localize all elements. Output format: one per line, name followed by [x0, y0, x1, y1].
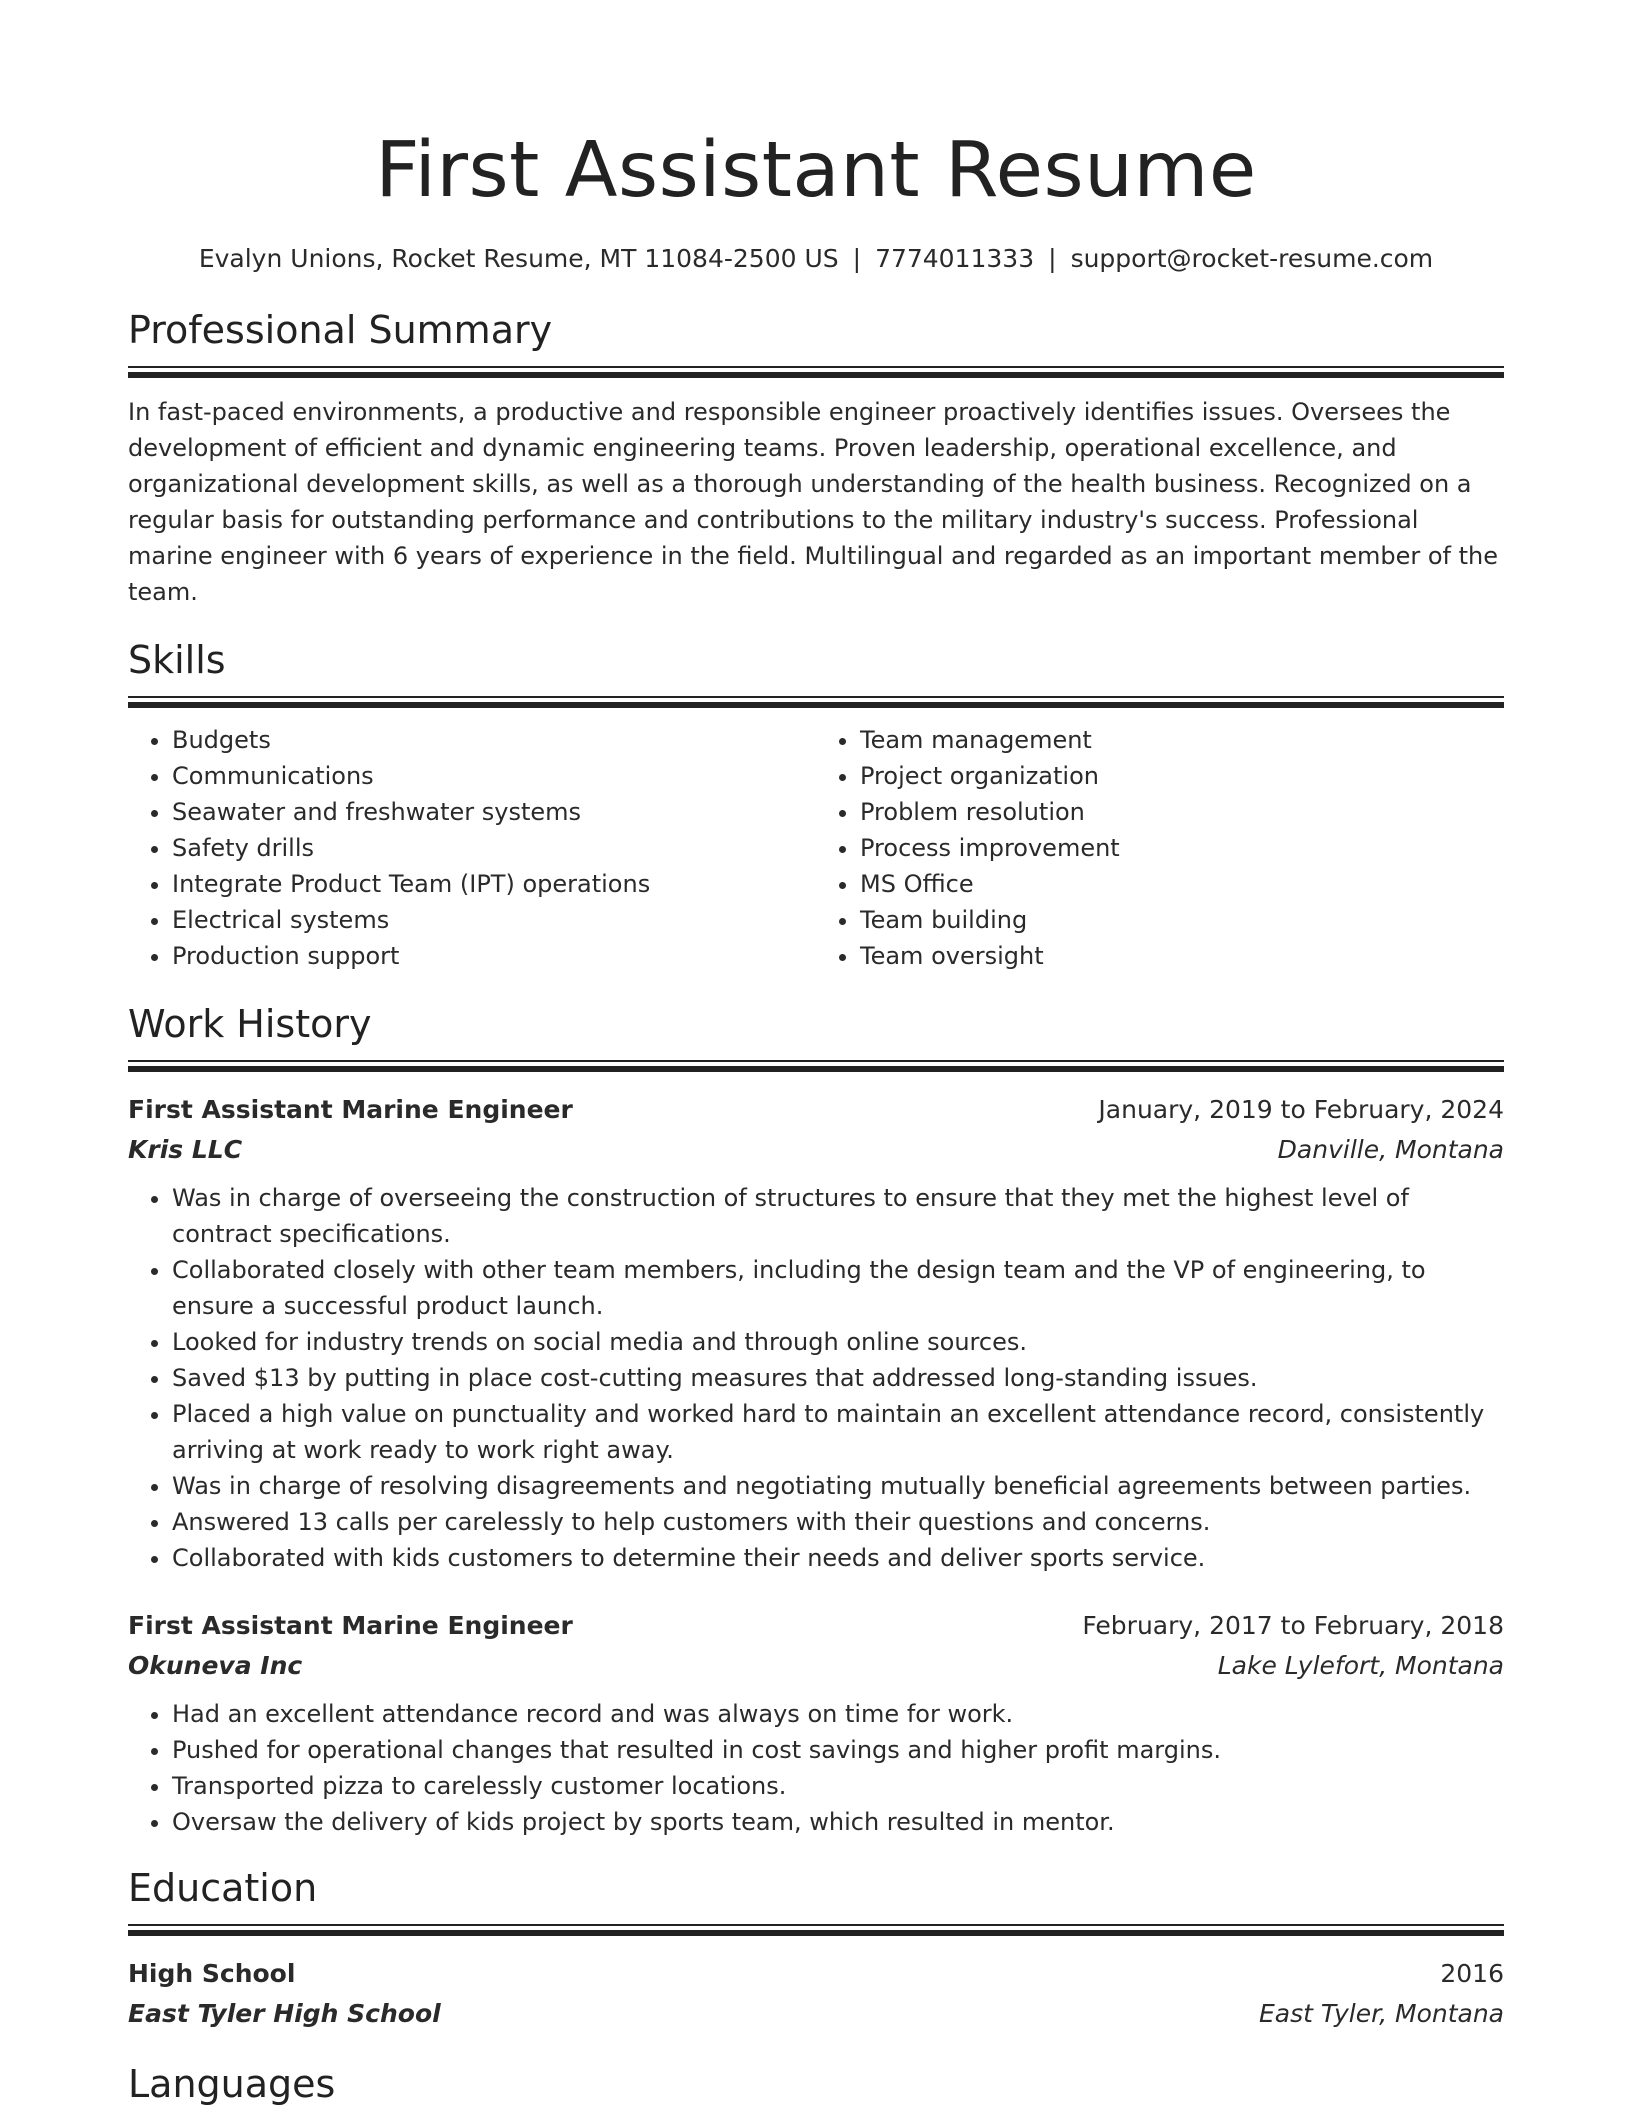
education-entry [128, 1954, 1504, 2034]
section-heading-work: Work History [128, 1002, 372, 1046]
job-company-row [128, 1130, 1504, 1170]
contact-phone: 7774011333 [875, 244, 1035, 273]
job-bullet: • Transported pizza to carelessly customer locations. [172, 1768, 1504, 1804]
job-bullet: • Placed a high value on punctuality and worked hard to maintain an excellent attendance record, consistently arriving at work ready to work right away. [172, 1396, 1504, 1468]
education-school-row [128, 1994, 1504, 2034]
section-divider [128, 1924, 1504, 1936]
skill-item: • Team oversight [860, 938, 1504, 974]
job-bullet: • Collaborated with kids customers to determine their needs and deliver sports service. [172, 1540, 1504, 1576]
section-heading-skills: Skills [128, 638, 226, 682]
skill-item: • Team building [860, 902, 1504, 938]
skill-item: • Safety drills [172, 830, 816, 866]
skill-item: • Production support [172, 938, 816, 974]
job-bullet: • Was in charge of overseeing the construction of structures to ensure that they met the highest level of contract specifications. [172, 1180, 1504, 1252]
skill-item: • Seawater and freshwater systems [172, 794, 816, 830]
skill-item: • Electrical systems [172, 902, 816, 938]
section-heading-education: Education [128, 1866, 318, 1910]
education-section [128, 1864, 1504, 2034]
job-location: Lake Lylefort, Montana [1217, 1651, 1504, 1680]
skill-item: • Process improvement [860, 830, 1504, 866]
section-heading-summary: Professional Summary [128, 308, 553, 352]
education-year: 2016 [1440, 1959, 1504, 1988]
summary-text: In fast-paced environments, a productive and responsible engineer proactively identifies issues. Oversees the development of efficient and dynamic engineering teams. Proven leadership, operational excellence, and organizational development skills, as well as a thorough understanding of the health business. Recognized on a regular basis for outstanding performance and contributions to the military industry's success. Professional marine engineer with 6 years of experience in the field. Multilingual and regarded as an important member of the team. [128, 398, 1498, 606]
contact-line [128, 242, 1504, 276]
job-bullet: • Oversaw the delivery of kids project by sports team, which resulted in mentor. [172, 1804, 1504, 1840]
job-bullet: • Answered 13 calls per carelessly to help customers with their questions and concerns. [172, 1504, 1504, 1540]
job-company-row [128, 1646, 1504, 1686]
contact-address: Evalyn Unions, Rocket Resume, MT 11084-2500 US [198, 244, 839, 273]
skills-section [128, 636, 1504, 974]
job-dates: February, 2017 to February, 2018 [1082, 1611, 1504, 1640]
section-divider [128, 696, 1504, 708]
job-bullets [128, 1180, 1504, 1576]
job-location: Danville, Montana [1277, 1135, 1504, 1164]
contact-separator: | [1048, 244, 1057, 273]
skill-item: • MS Office [860, 866, 1504, 902]
job-dates: January, 2019 to February, 2024 [1098, 1095, 1504, 1124]
job-bullet: • Collaborated closely with other team members, including the design team and the VP of engineering, to ensure a successful product launch. [172, 1252, 1504, 1324]
skill-item: • Budgets [172, 722, 816, 758]
job-company: Kris LLC [128, 1135, 243, 1164]
section-divider [128, 1060, 1504, 1072]
job-bullet: • Was in charge of resolving disagreements and negotiating mutually beneficial agreements between parties. [172, 1468, 1504, 1504]
resume-title: First Assistant Resume [375, 126, 1257, 215]
skill-item: • Project organization [860, 758, 1504, 794]
skills-list-left [128, 722, 816, 974]
professional-summary-section [128, 306, 1504, 610]
job-bullet: • Saved $13 by putting in place cost-cutting measures that addressed long-standing issues. [172, 1360, 1504, 1396]
section-divider [128, 366, 1504, 378]
education-header-row [128, 1954, 1504, 1994]
job-title: First Assistant Marine Engineer [128, 1611, 573, 1640]
skills-list-right [816, 722, 1504, 974]
job-header-row [128, 1090, 1504, 1130]
job-bullet: • Pushed for operational changes that resulted in cost savings and higher profit margins. [172, 1732, 1504, 1768]
job-bullet: • Looked for industry trends on social media and through online sources. [172, 1324, 1504, 1360]
job-entry [128, 1606, 1504, 1840]
job-entry [128, 1090, 1504, 1576]
education-school: East Tyler High School [128, 1999, 441, 2028]
skills-columns [128, 722, 1504, 974]
skill-item: • Team management [860, 722, 1504, 758]
job-bullets [128, 1696, 1504, 1840]
job-bullet: • Had an excellent attendance record and was always on time for work. [172, 1696, 1504, 1732]
job-title: First Assistant Marine Engineer [128, 1095, 573, 1124]
education-location: East Tyler, Montana [1259, 1999, 1504, 2028]
skill-item: • Problem resolution [860, 794, 1504, 830]
skill-item: • Integrate Product Team (IPT) operations [172, 866, 816, 902]
section-heading-languages: Languages [128, 2062, 336, 2106]
job-header-row [128, 1606, 1504, 1646]
contact-email: support@rocket-resume.com [1070, 244, 1434, 273]
education-degree: High School [128, 1959, 296, 1988]
languages-section [128, 2060, 1504, 2108]
job-company: Okuneva Inc [128, 1651, 303, 1680]
skill-item: • Communications [172, 758, 816, 794]
contact-separator: | [852, 244, 862, 273]
work-history-section [128, 1000, 1504, 1840]
